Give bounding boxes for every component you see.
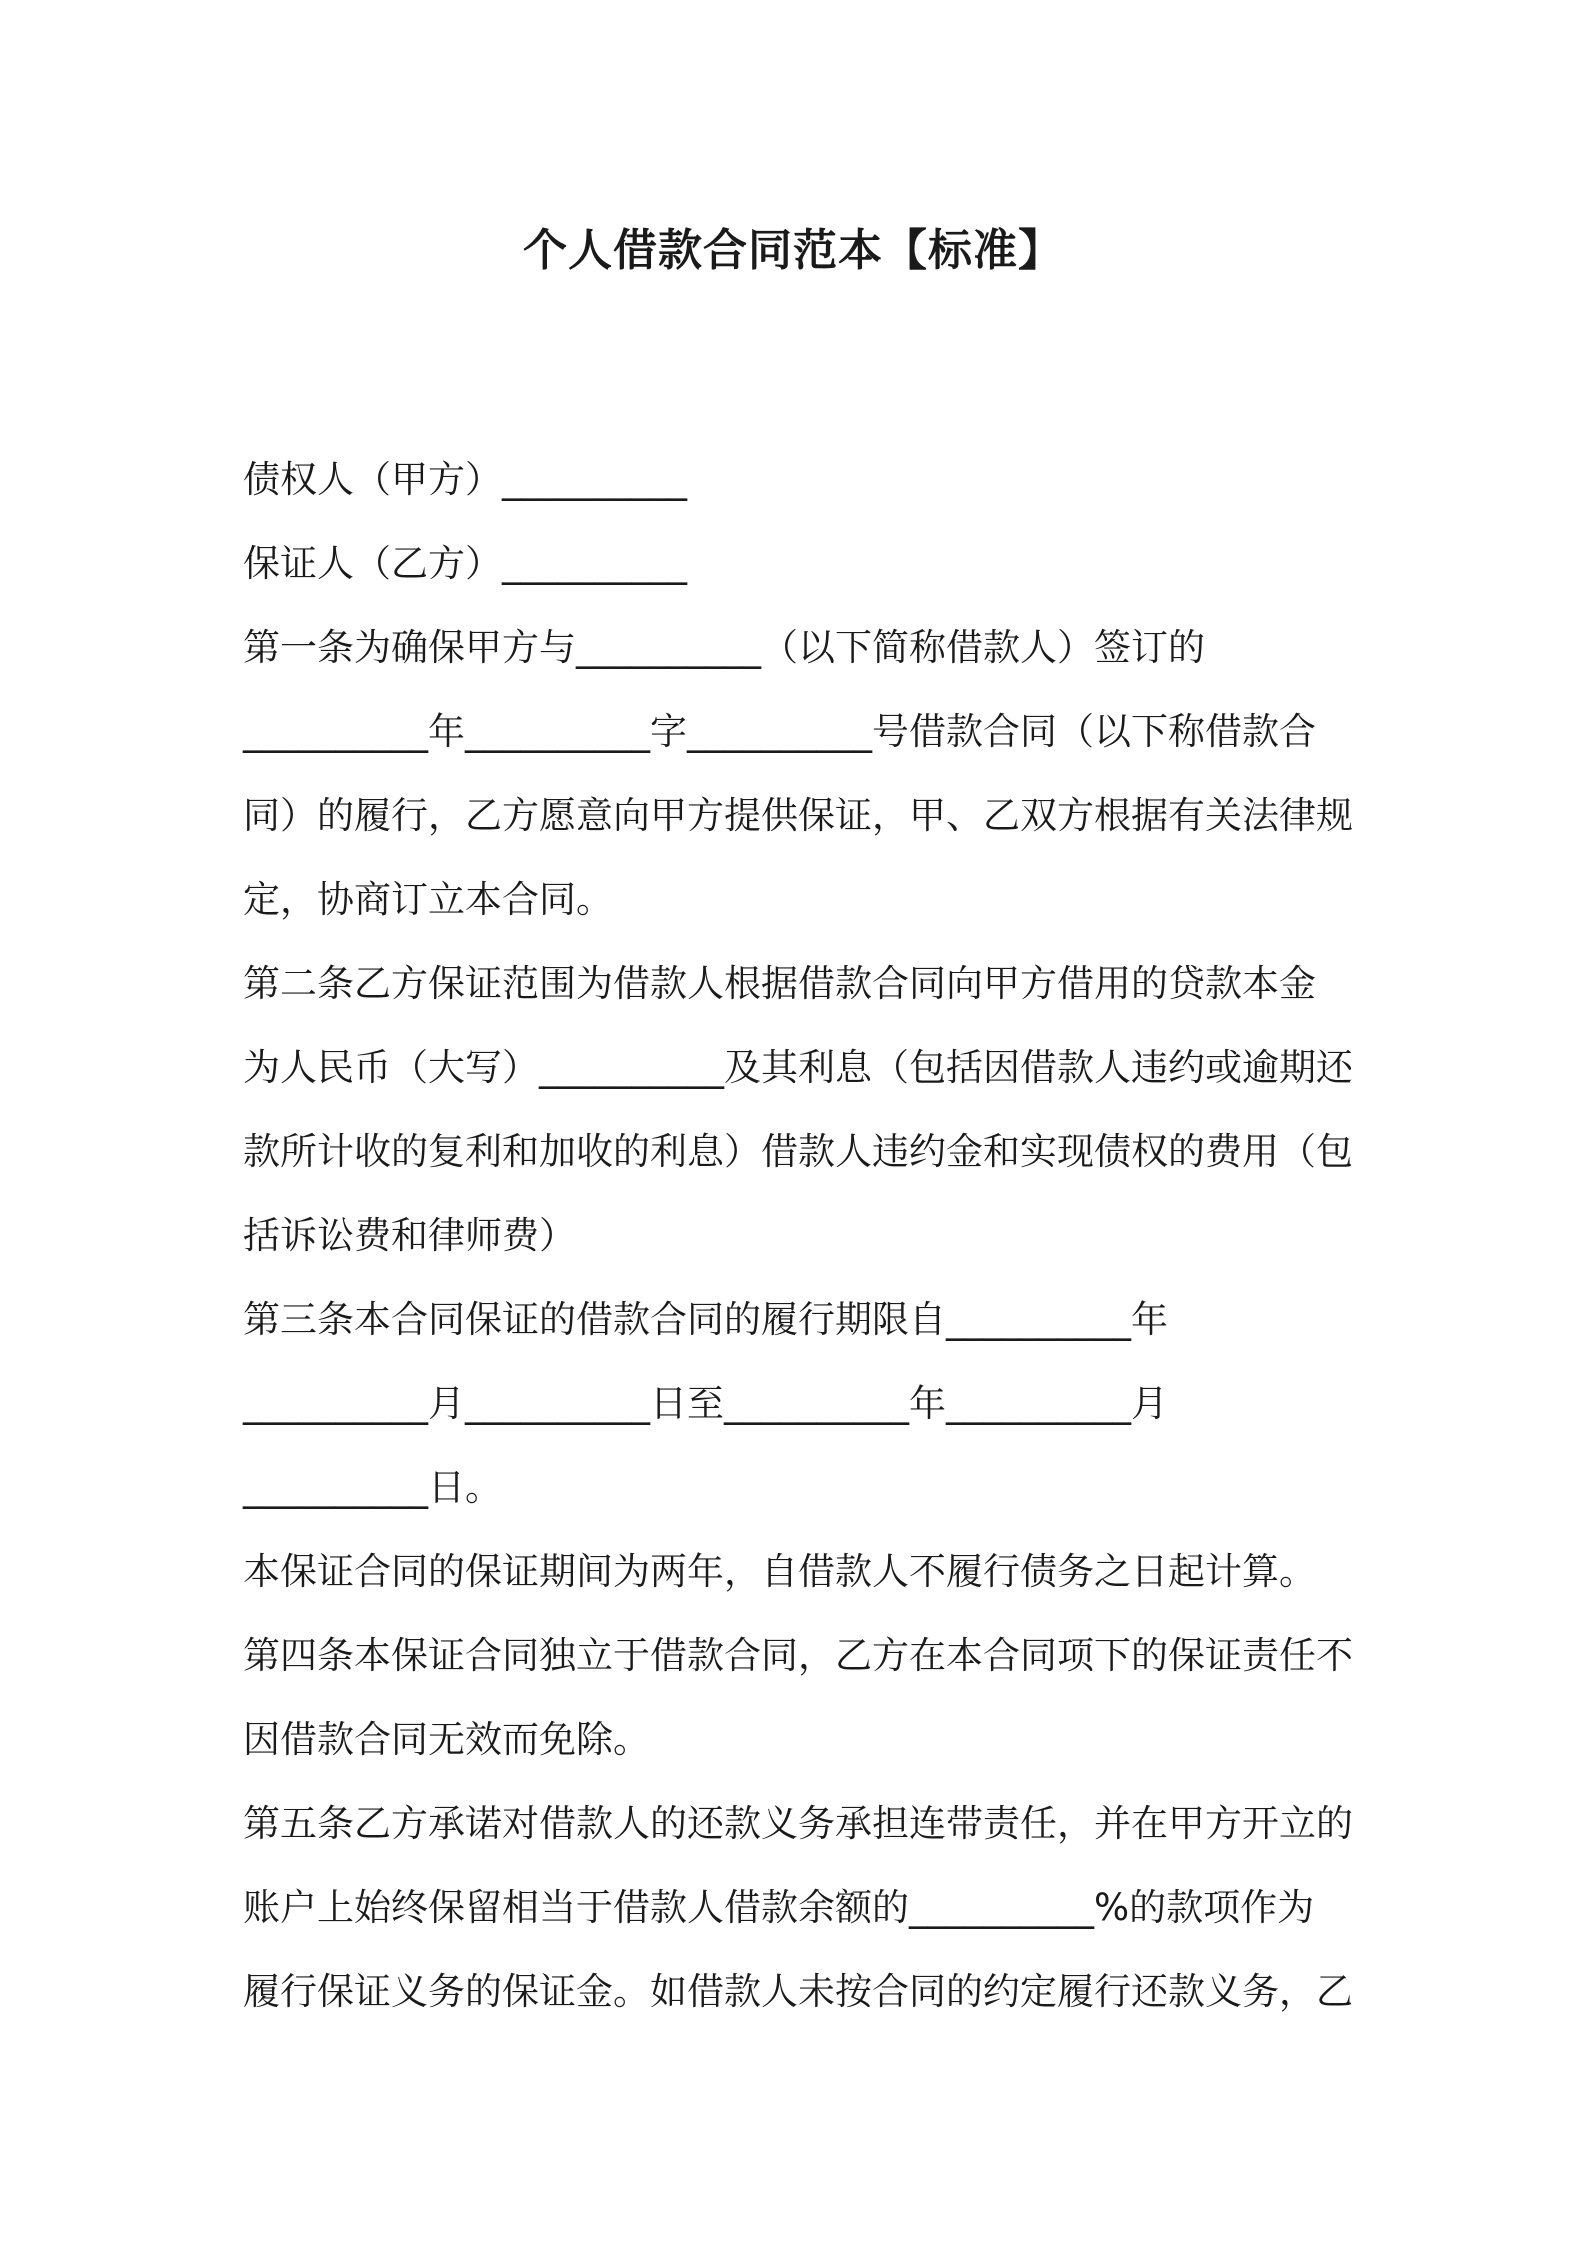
guarantee-period-line: 本保证合同的保证期间为两年，自借款人不履行债务之日起计算。 (243, 1550, 1316, 1593)
creditor-line: 债权人（甲方）__________ (243, 458, 687, 501)
article-4-line-2: 因借款合同无效而免除。 (243, 1718, 650, 1761)
article-4-line-1: 第四条本保证合同独立于借款合同，乙方在本合同项下的保证责任不 (243, 1634, 1353, 1677)
article-1-line-4: 定，协商订立本合同。 (243, 878, 613, 921)
article-5-line-1: 第五条乙方承诺对借款人的还款义务承担连带责任，并在甲方开立的 (243, 1802, 1353, 1845)
article-2-line-4: 括诉讼费和律师费） (243, 1214, 576, 1257)
article-1-line-2: __________年__________字__________号借款合同（以下称借款合 (243, 710, 1316, 753)
article-3-line-3: __________日。 (243, 1466, 502, 1509)
article-5-line-3: 履行保证义务的保证金。如借款人未按合同的约定履行还款义务，乙 (243, 1970, 1353, 2013)
article-1-line-3: 同）的履行，乙方愿意向甲方提供保证，甲、乙双方根据有关法律规 (243, 794, 1353, 837)
article-2-line-1: 第二条乙方保证范围为借款人根据借款合同向甲方借用的贷款本金 (243, 962, 1316, 1005)
article-2-line-2: 为人民币（大写）__________及其利息（包括因借款人违约或逾期还 (243, 1046, 1353, 1089)
article-5-line-2: 账户上始终保留相当于借款人借款余额的__________%的款项作为 (243, 1886, 1315, 1929)
article-3-line-2: __________月__________日至__________年__________月 (243, 1382, 1168, 1425)
article-3-line-1: 第三条本合同保证的借款合同的履行期限自__________年 (243, 1298, 1168, 1341)
document-title: 个人借款合同范本【标准】 (523, 225, 1063, 276)
guarantor-line: 保证人（乙方）__________ (243, 542, 687, 585)
article-2-line-3: 款所计收的复利和加收的利息）借款人违约金和实现债权的费用（包 (243, 1130, 1353, 1173)
contract-body (243, 438, 1369, 2034)
article-1-line-1: 第一条为确保甲方与__________（以下简称借款人）签订的 (243, 626, 1205, 669)
